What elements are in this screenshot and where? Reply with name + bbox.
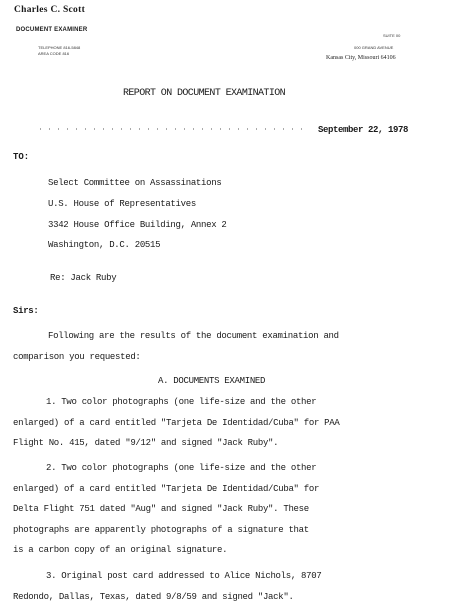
letterhead-title: DOCUMENT EXAMINER <box>16 27 88 33</box>
item-line: enlarged) of a card entitled "Tarjeta De Identidad/Cuba" for <box>13 484 320 494</box>
paragraph-line: comparison you requested: <box>13 352 141 362</box>
addressee-line: 3342 House Office Building, Annex 2 <box>48 220 227 230</box>
paragraph-line: Following are the results of the document examination and <box>48 331 339 341</box>
item-line: Delta Flight 751 dated "Aug" and signed "Jack Ruby". These <box>13 504 309 514</box>
addressee-line: U.S. House of Representatives <box>48 199 196 209</box>
letterhead-name: Charles C. Scott <box>14 5 86 15</box>
section-heading: A. DOCUMENTS EXAMINED <box>158 376 266 386</box>
salutation: Sirs: <box>13 306 39 316</box>
letterhead-area-code: AREA CODE 816 <box>38 51 70 56</box>
letterhead-suite: SUITE 00 <box>383 33 401 38</box>
report-title: REPORT ON DOCUMENT EXAMINATION <box>123 88 286 99</box>
item-line: enlarged) of a card entitled "Tarjeta De Identidad/Cuba" for PAA <box>13 418 340 428</box>
letterhead-city: Kansas City, Missouri 64106 <box>326 55 396 61</box>
date-leader-dots <box>40 128 310 130</box>
item-line: Redondo, Dallas, Texas, dated 9/8/59 and signed "Jack". <box>13 592 294 602</box>
subject-line: Re: Jack Ruby <box>50 273 117 283</box>
to-label: TO: <box>13 152 30 162</box>
report-date: September 22, 1978 <box>318 125 409 135</box>
item-line: 3. Original post card addressed to Alice Nichols, 8707 <box>46 571 322 581</box>
item-line: 1. Two color photographs (one life-size and the other <box>46 397 317 407</box>
letterhead-phone: TELEPHONE 816-5848 <box>38 45 81 50</box>
addressee-line: Select Committee on Assassinations <box>48 178 222 188</box>
item-line: photographs are apparently photographs of a signature that <box>13 525 309 535</box>
item-line: 2. Two color photographs (one life-size and the other <box>46 463 317 473</box>
addressee-line: Washington, D.C. 20515 <box>48 240 161 250</box>
item-line: is a carbon copy of an original signature. <box>13 545 228 555</box>
letterhead-address: 000 GRAND AVENUE <box>354 45 394 50</box>
item-line: Flight No. 415, dated "9/12" and signed "Jack Ruby". <box>13 438 279 448</box>
